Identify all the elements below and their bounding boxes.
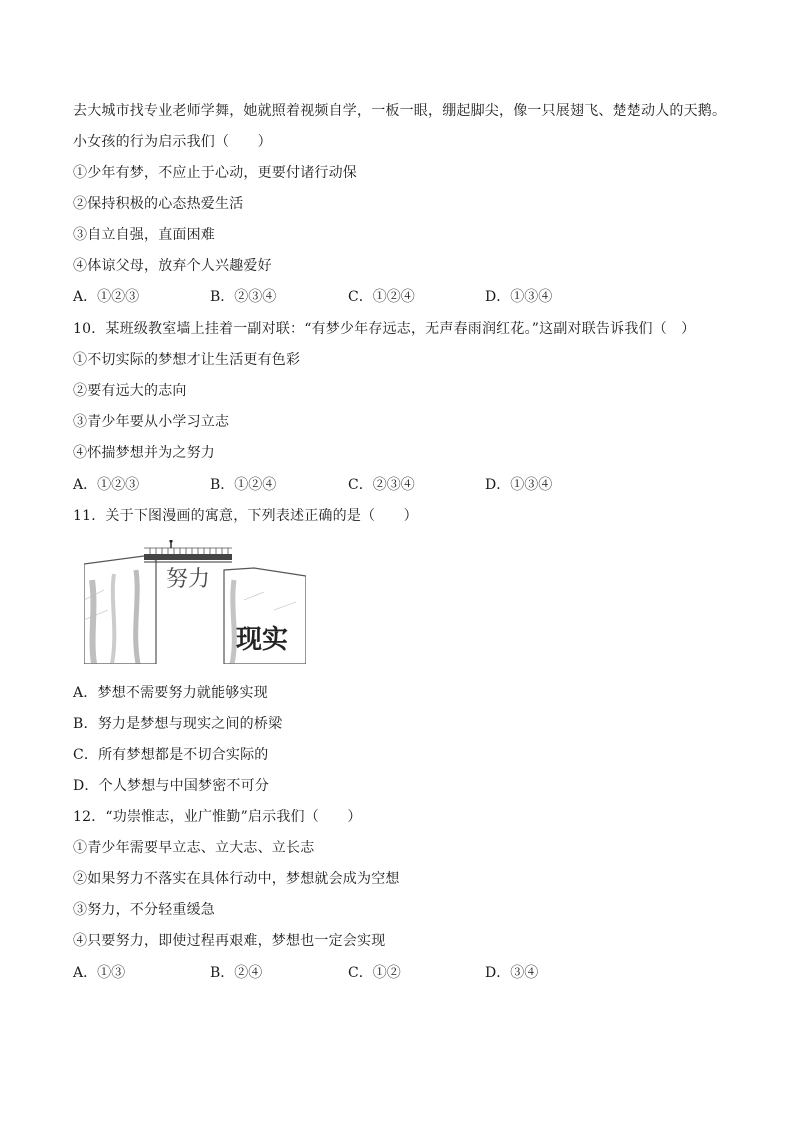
q12-stem: 12．“功崇惟志，业广惟勤”启示我们（ ） <box>73 809 362 825</box>
q12-option-c[interactable]: C．①② <box>348 965 401 981</box>
q10-options <box>73 475 673 495</box>
q9-option-c[interactable]: C．①②④ <box>348 289 415 305</box>
q9-item-3: ③自立自强，直面困难 <box>73 227 215 243</box>
q9-item-4: ④体谅父母，放弃个人兴趣爱好 <box>73 258 272 274</box>
q12-options <box>73 963 673 983</box>
q9-option-d[interactable]: D．①③④ <box>485 289 553 305</box>
q10-option-d[interactable]: D．①③④ <box>485 477 553 493</box>
q11-option-b[interactable]: B．努力是梦想与现实之间的桥梁 <box>73 716 283 732</box>
bridge-cartoon-image <box>84 540 306 664</box>
q12-option-d[interactable]: D．③④ <box>485 965 539 981</box>
q12-item-4: ④只要努力，即使过程再艰难，梦想也一定会实现 <box>73 933 386 949</box>
q9-item-2: ②保持积极的心态热爱生活 <box>73 196 244 212</box>
q9-item-1: ①少年有梦，不应止于心动，更要付诸行动保 <box>73 165 357 181</box>
q9-stem-line2: 小女孩的行为启示我们（ ） <box>73 134 272 150</box>
q12-item-2: ②如果努力不落实在具体行动中，梦想就会成为空想 <box>73 871 400 887</box>
q10-item-2: ②要有远大的志向 <box>73 383 187 399</box>
bridge-label: 努力 <box>165 567 211 592</box>
q10-option-b[interactable]: B．①②④ <box>210 477 277 493</box>
q9-option-b[interactable]: B．②③④ <box>210 289 277 305</box>
q12-option-a[interactable]: A．①③ <box>73 965 126 981</box>
q11-stem: 11．关于下图漫画的寓意，下列表述正确的是（ ） <box>73 508 418 524</box>
q12-item-3: ③努力，不分轻重缓急 <box>73 902 215 918</box>
q10-stem: 10．某班级教室墙上挂着一副对联：“有梦少年存远志，无声春雨润红花。”这副对联告诉我们（ ） <box>73 321 696 337</box>
q10-item-3: ③青少年要从小学习立志 <box>73 414 230 430</box>
q9-stem-line1: 去大城市找专业老师学舞，她就照着视频自学，一板一眼，绷起脚尖，像一只展翅飞、楚楚动人的天鹅。 <box>73 103 727 119</box>
q11-option-d[interactable]: D．个人梦想与中国梦密不可分 <box>73 778 270 794</box>
q9-option-a[interactable]: A．①②③ <box>73 289 140 305</box>
q10-option-c[interactable]: C．②③④ <box>348 477 415 493</box>
q10-option-a[interactable]: A．①②③ <box>73 477 140 493</box>
q11-option-c[interactable]: C．所有梦想都是不切合实际的 <box>73 747 269 763</box>
cliff-label: 现实 <box>235 625 289 655</box>
q10-item-1: ①不切实际的梦想才让生活更有色彩 <box>73 352 301 368</box>
q12-option-b[interactable]: B．②④ <box>210 965 263 981</box>
q9-options <box>73 287 673 307</box>
q11-option-a[interactable]: A．梦想不需要努力就能够实现 <box>73 685 268 701</box>
q10-item-4: ④怀揣梦想并为之努力 <box>73 445 215 461</box>
q12-item-1: ①青少年需要早立志、立大志、立长志 <box>73 840 315 856</box>
